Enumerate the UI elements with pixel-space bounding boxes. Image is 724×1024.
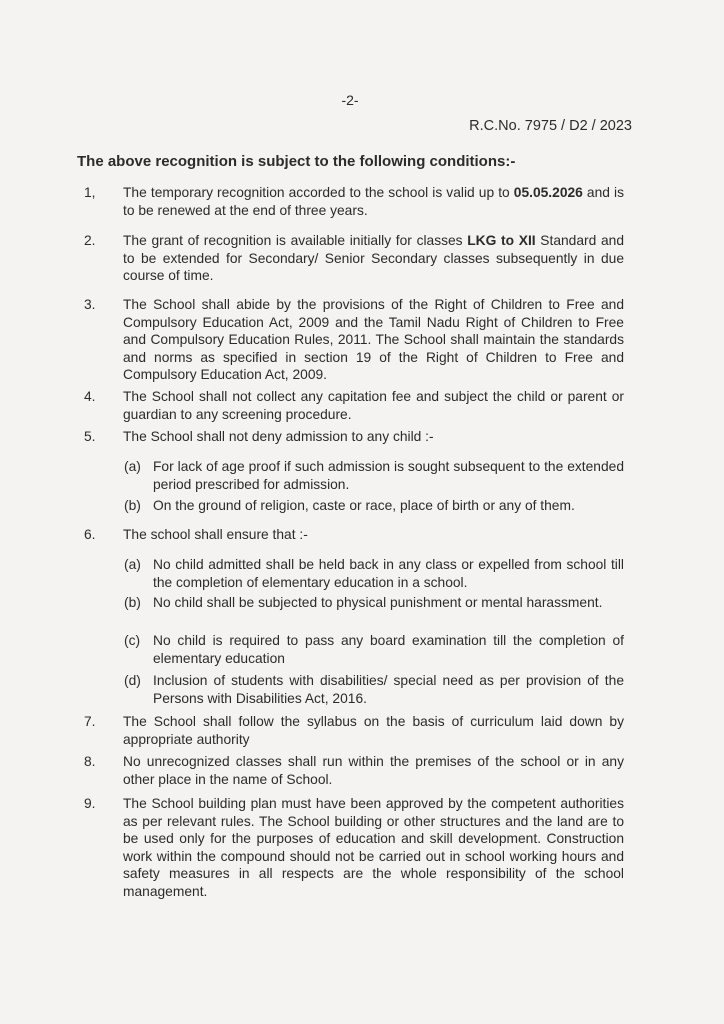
sub-item-text: For lack of age proof if such admission is sought subsequent to the extended period prescribed for admission.: [153, 459, 624, 492]
item-number: 4.: [84, 389, 96, 404]
condition-item-9: [84, 795, 624, 900]
sub-item-6c: [124, 632, 624, 667]
validity-date: 05.05.2026: [513, 185, 583, 200]
item-number: 3.: [84, 297, 96, 312]
item-number: 6.: [84, 527, 96, 542]
sub-item-label: (b): [124, 498, 141, 513]
item-text: The School shall not collect any capitation fee and subject the child or parent or guardian to any screening procedure.: [123, 389, 624, 422]
sub-item-text: No child shall be subjected to physical punishment or mental harassment.: [153, 595, 603, 610]
reference-number: R.C.No. 7975 / D2 / 2023: [469, 118, 632, 134]
condition-item-3: [84, 296, 624, 384]
sub-item-label: (d): [124, 673, 141, 688]
class-range: LKG to XII: [467, 233, 536, 248]
sub-item-label: (b): [124, 595, 141, 610]
item-number: 8.: [84, 754, 96, 769]
item-text: The temporary recognition accorded to the school is valid up to 05.05.2026 and is to be renewed at the end of three years.: [123, 185, 624, 218]
sub-item-text: On the ground of religion, caste or race, place of birth or any of them.: [153, 498, 575, 513]
condition-item-6: [84, 526, 624, 544]
condition-item-5: [84, 428, 624, 446]
condition-item-8: [84, 753, 624, 788]
item-text: The grant of recognition is available initially for classes LKG to XII Standard and to be extended for Secondary/ Senior Secondary classes subsequently in due course of time.: [123, 233, 624, 283]
sub-item-6b: [124, 594, 624, 612]
item-number: 1,: [84, 185, 96, 200]
sub-item-text: Inclusion of students with disabilities/ special need as per provision of the Persons with Disabilities Act, 2016.: [153, 673, 624, 706]
sub-item-text: No child is required to pass any board examination till the completion of elementary education: [153, 633, 624, 666]
item-text: The School shall not deny admission to any child :-: [123, 429, 434, 444]
conditions-heading: The above recognition is subject to the following conditions:-: [77, 153, 516, 170]
item-number: 9.: [84, 796, 96, 811]
item-number: 2.: [84, 233, 96, 248]
condition-item-2: [84, 232, 624, 285]
page-number: -2-: [341, 92, 359, 108]
sub-item-6a: [124, 556, 624, 591]
sub-item-label: (a): [124, 459, 141, 474]
item-text: The School shall follow the syllabus on the basis of curriculum laid down by appropriate authority: [123, 714, 624, 747]
item-text: The School shall abide by the provisions of the Right of Children to Free and Compulsory Education Act, 2009 and the Tamil Nadu Right of Children to Free and Compulsory Education Rules, 2011. The School shall maintain the standards and norms as specified in section 19 of the Right of Children to Free and Compulsory Education Act, 2009.: [123, 297, 624, 382]
condition-item-7: [84, 713, 624, 748]
condition-item-4: [84, 388, 624, 423]
condition-item-1: [84, 184, 624, 219]
item-number: 5.: [84, 429, 96, 444]
item-text: No unrecognized classes shall run within the premises of the school or in any other place in the name of School.: [123, 754, 624, 787]
sub-item-text: No child admitted shall be held back in any class or expelled from school till the completion of elementary education in a school.: [153, 557, 624, 590]
sub-item-label: (c): [124, 633, 141, 648]
item-text: The School building plan must have been approved by the competent authorities as per relevant rules. The School building or other structures and the land are to be used only for the purposes of education and skill development. Construction work within the compound should not be carried out in school working hours and safety measures in all respects are the whole responsibility of the school management.: [123, 796, 624, 899]
sub-item-5a: [124, 458, 624, 493]
item-number: 7.: [84, 714, 96, 729]
sub-item-5b: [124, 497, 624, 515]
item-text: The school shall ensure that :-: [123, 527, 308, 542]
sub-item-label: (a): [124, 557, 141, 572]
sub-item-6d: [124, 672, 624, 707]
